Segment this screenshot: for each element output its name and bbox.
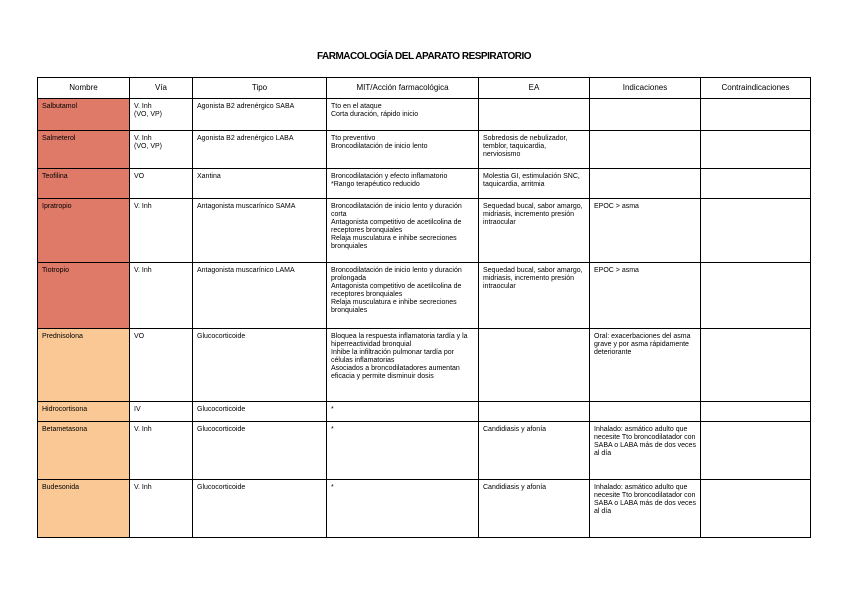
cell-ea: Candidiasis y afonía [479,422,590,480]
table-row [38,131,811,169]
table-row [38,480,811,538]
cell-ea [479,329,590,402]
cell-indicaciones: Inhalado: asmático adulto que necesite Tto broncodilatador con SABA o LABA más de dos veces al día [590,422,701,480]
cell-indicaciones: EPOC > asma [590,199,701,263]
cell-indicaciones [590,131,701,169]
cell-tipo: Glucocorticoide [193,480,327,538]
cell-accion: * [327,402,479,422]
cell-tipo: Agonista B2 adrenérgico LABA [193,131,327,169]
cell-via: VO [130,169,193,199]
cell-indicaciones [590,402,701,422]
header-tipo: Tipo [193,78,327,99]
cell-contraindicaciones [701,169,811,199]
cell-via: V. Inh (VO, VP) [130,131,193,169]
cell-accion: Bloquea la respuesta inflamatoria tardía y la hiperreactividad bronquial Inhibe la infiltración pulmonar tardía por células inflamatorias Asociados a broncodilatadores aumentan eficacia y permite disminuir dosis [327,329,479,402]
cell-contraindicaciones [701,422,811,480]
cell-tipo: Glucocorticoide [193,329,327,402]
cell-via: V. Inh [130,480,193,538]
cell-nombre: Tiotropio [38,263,130,329]
cell-accion: Broncodilatación de inicio lento y duración corta Antagonista competitivo de acetilcolina de receptores bronquiales Relaja musculatura e inhibe secreciones bronquiales [327,199,479,263]
cell-ea [479,99,590,131]
cell-contraindicaciones [701,131,811,169]
cell-accion: Tto en el ataque Corta duración, rápido inicio [327,99,479,131]
cell-indicaciones [590,99,701,131]
table-row [38,329,811,402]
cell-tipo: Glucocorticoide [193,422,327,480]
header-nombre: Nombre [38,78,130,99]
cell-accion: * [327,480,479,538]
header-accion: MIT/Acción farmacológica [327,78,479,99]
header-indicaciones: Indicaciones [590,78,701,99]
cell-contraindicaciones [701,99,811,131]
table-row [38,263,811,329]
cell-ea: Sequedad bucal, sabor amargo, midriasis, incremento presión intraocular [479,199,590,263]
header-row [38,78,811,99]
cell-accion: Tto preventivo Broncodilatación de inicio lento [327,131,479,169]
cell-via: V. Inh [130,263,193,329]
cell-indicaciones [590,169,701,199]
cell-nombre: Budesonida [38,480,130,538]
cell-ea: Sequedad bucal, sabor amargo, midriasis, incremento presión intraocular [479,263,590,329]
cell-contraindicaciones [701,199,811,263]
cell-accion: Broncodilatación de inicio lento y duración prolongada Antagonista competitivo de acetilcolina de receptores bronquiales Relaja musculatura e inhibe secreciones bronquiales [327,263,479,329]
table-row [38,99,811,131]
page-title: FARMACOLOGÍA DEL APARATO RESPIRATORIO [316,51,532,62]
header-ea: EA [479,78,590,99]
cell-via: IV [130,402,193,422]
cell-ea: Sobredosis de nebulizador, temblor, taquicardia, nerviosismo [479,131,590,169]
cell-ea: Molestia GI, estimulación SNC, taquicardia, arritmia [479,169,590,199]
cell-tipo: Antagonista muscarínico SAMA [193,199,327,263]
cell-accion: Broncodilatación y efecto inflamatorio *Rango terapéutico reducido [327,169,479,199]
cell-contraindicaciones [701,402,811,422]
cell-via: V. Inh [130,199,193,263]
cell-tipo: Agonista B2 adrenérgico SABA [193,99,327,131]
cell-contraindicaciones [701,329,811,402]
cell-contraindicaciones [701,263,811,329]
cell-nombre: Prednisolona [38,329,130,402]
cell-tipo: Xantina [193,169,327,199]
table-row [38,402,811,422]
cell-nombre: Betametasona [38,422,130,480]
cell-ea [479,402,590,422]
cell-indicaciones: EPOC > asma [590,263,701,329]
header-contraindicaciones: Contraindicaciones [701,78,811,99]
cell-via: V. Inh [130,422,193,480]
header-via: Vía [130,78,193,99]
cell-via: V. Inh (VO, VP) [130,99,193,131]
cell-tipo: Glucocorticoide [193,402,327,422]
cell-nombre: Hidrocortisona [38,402,130,422]
cell-tipo: Antagonista muscarínico LAMA [193,263,327,329]
table-row [38,169,811,199]
cell-nombre: Salbutamol [38,99,130,131]
table-row [38,199,811,263]
table-row [38,422,811,480]
cell-accion: * [327,422,479,480]
cell-indicaciones: Inhalado: asmático adulto que necesite Tto broncodilatador con SABA o LABA más de dos veces al día [590,480,701,538]
pharmacology-table [37,77,811,538]
cell-ea: Candidiasis y afonía [479,480,590,538]
cell-nombre: Salmeterol [38,131,130,169]
cell-nombre: Ipratropio [38,199,130,263]
cell-indicaciones: Oral: exacerbaciones del asma grave y por asma rápidamente deteriorante [590,329,701,402]
cell-via: VO [130,329,193,402]
cell-contraindicaciones [701,480,811,538]
cell-nombre: Teofilina [38,169,130,199]
